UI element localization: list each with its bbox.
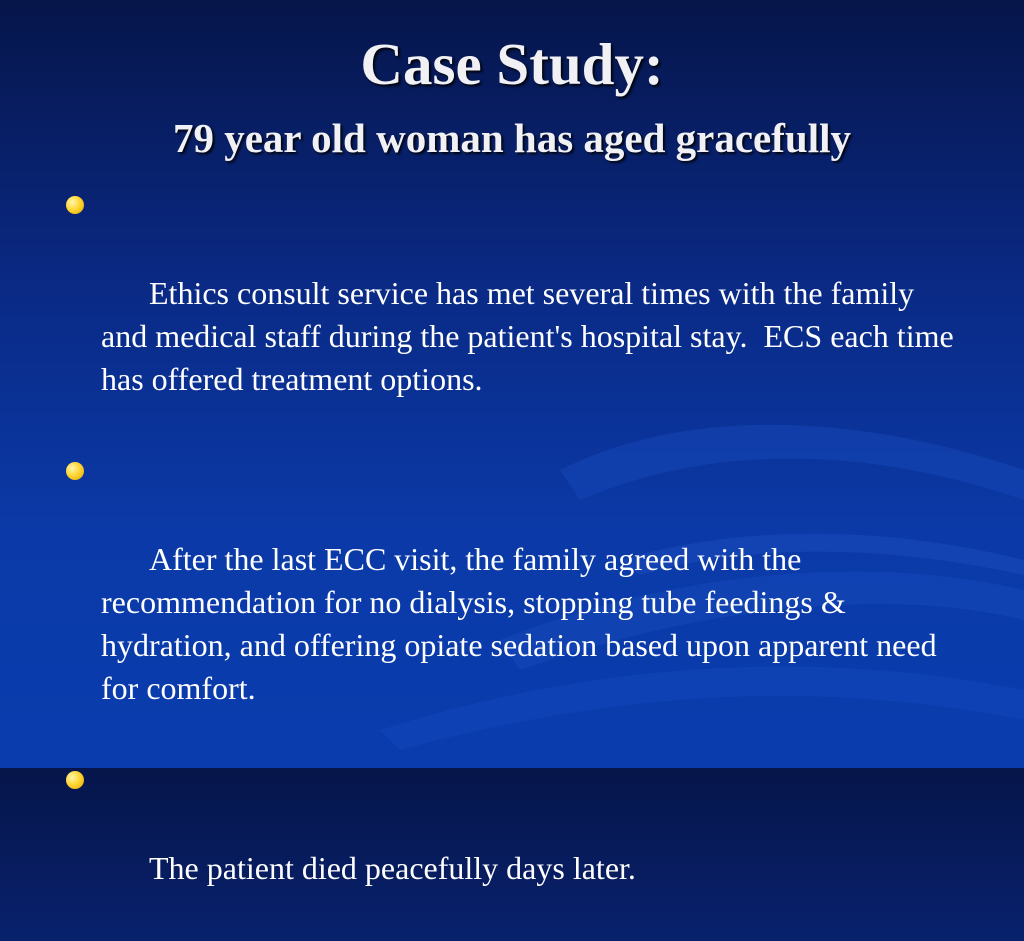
bullet-dot-icon (66, 462, 84, 480)
bullet-item (64, 452, 964, 753)
bullet-item (64, 186, 964, 444)
slide-title: Case Study: (360, 31, 664, 97)
slide-subtitle: 79 year old woman has aged gracefully (172, 115, 851, 161)
bullet-dot-icon (66, 196, 84, 214)
bullet-text: After the last ECC visit, the family agreed with the recommendation for no dialysis, stopping tube feedings & hydration, and offering opiate sedation based upon apparent need for comfort. (101, 541, 945, 706)
bullet-dot-icon (66, 771, 84, 789)
bullet-text: The patient died peacefully days later. (149, 850, 636, 886)
bullet-list (64, 186, 964, 941)
bullet-text: Ethics consult service has met several times with the family and medical staff during the patient's hospital stay. ECS each time has offered treatment options. (101, 275, 962, 397)
bullet-item (64, 761, 964, 933)
